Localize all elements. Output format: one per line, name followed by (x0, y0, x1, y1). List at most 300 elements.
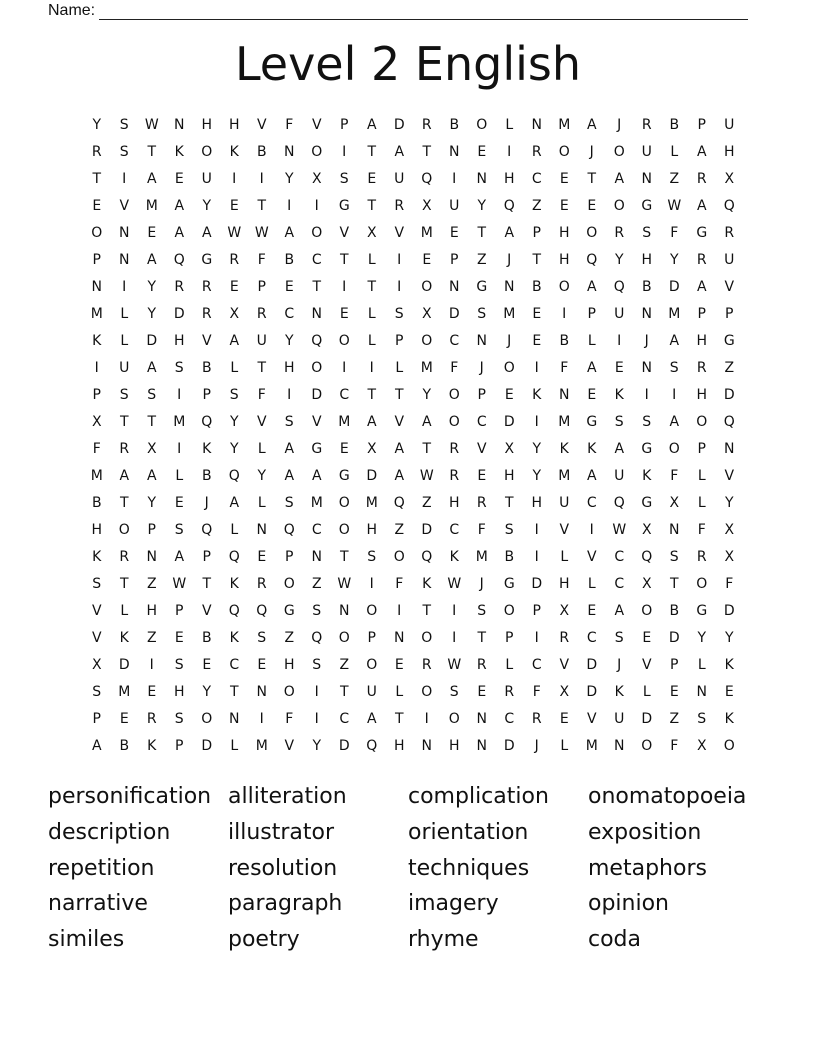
grid-letter: M (503, 305, 516, 322)
grid-letter: Y (147, 494, 157, 511)
grid-letter: F (257, 251, 266, 268)
grid-letter: A (421, 413, 432, 430)
letter-grid (83, 111, 743, 759)
grid-letter: A (229, 332, 240, 349)
grid-letter: Q (503, 197, 515, 214)
grid-letter: S (669, 548, 679, 565)
grid-letter: D (146, 332, 158, 349)
grid-letter: A (586, 116, 597, 133)
grid-letter: L (120, 602, 129, 619)
grid-letter: T (669, 575, 679, 592)
grid-letter: R (201, 305, 212, 322)
grid-letter: A (614, 602, 625, 619)
grid-letter: I (672, 386, 677, 403)
grid-letter: I (342, 143, 347, 160)
grid-letter: B (91, 494, 102, 511)
grid-letter: M (420, 224, 433, 241)
grid-letter: P (202, 548, 211, 565)
grid-letter: Q (283, 521, 295, 538)
word-list-item: poetry (228, 927, 300, 953)
grid-letter: O (421, 629, 433, 646)
grid-letter: N (421, 737, 432, 754)
grid-letter: D (338, 737, 350, 754)
grid-letter: R (119, 440, 130, 457)
grid-letter: U (201, 170, 212, 187)
grid-row (83, 462, 743, 489)
grid-letter: Y (422, 386, 432, 403)
grid-letter: L (697, 656, 706, 673)
grid-letter: E (559, 170, 569, 187)
grid-letter: Q (173, 251, 185, 268)
word-list-item: similes (48, 927, 125, 953)
grid-letter: Z (311, 575, 322, 592)
grid-letter: F (285, 116, 294, 133)
grid-letter: E (229, 197, 239, 214)
grid-letter: J (479, 359, 484, 376)
grid-letter: N (256, 521, 267, 538)
grid-letter: N (641, 170, 652, 187)
grid-letter: B (504, 548, 515, 565)
grid-letter: O (338, 332, 350, 349)
grid-letter: B (284, 251, 295, 268)
grid-letter: T (339, 683, 349, 700)
grid-letter: D (586, 683, 598, 700)
grid-letter: U (614, 305, 625, 322)
grid-letter: K (422, 575, 432, 592)
grid-letter: P (202, 386, 211, 403)
grid-letter: R (119, 548, 130, 565)
grid-letter: H (558, 224, 570, 241)
grid-letter: S (449, 683, 459, 700)
grid-letter: S (614, 629, 624, 646)
grid-letter: Q (201, 521, 213, 538)
grid-letter: V (476, 440, 487, 457)
grid-letter: H (723, 143, 735, 160)
grid-letter: I (287, 197, 292, 214)
word-list-item: paragraph (228, 891, 343, 917)
grid-letter: G (283, 602, 295, 619)
grid-letter: E (174, 494, 184, 511)
grid-letter: A (91, 737, 102, 754)
grid-letter: P (92, 710, 101, 727)
grid-letter: O (613, 197, 625, 214)
grid-letter: C (339, 710, 350, 727)
grid-letter: A (366, 710, 377, 727)
word-list-item: onomatopoeia (588, 784, 747, 809)
grid-letter: S (119, 386, 129, 403)
word-list-item: complication (408, 784, 549, 809)
grid-letter: D (173, 305, 185, 322)
grid-letter: G (476, 278, 488, 295)
grid-letter: Q (641, 548, 653, 565)
grid-letter: X (724, 170, 735, 187)
grid-letter: D (503, 413, 515, 430)
word-list-item: imagery (408, 891, 499, 917)
grid-letter: B (449, 116, 460, 133)
grid-letter: P (697, 305, 706, 322)
grid-letter: A (586, 467, 597, 484)
grid-letter: L (120, 305, 129, 322)
grid-letter: C (531, 656, 542, 673)
grid-letter: G (696, 602, 708, 619)
grid-letter: O (201, 710, 213, 727)
grid-letter: P (175, 737, 184, 754)
grid-letter: S (284, 413, 294, 430)
grid-letter: Q (723, 197, 735, 214)
grid-letter: C (339, 386, 350, 403)
word-list-item: alliteration (228, 784, 347, 809)
grid-letter: K (202, 440, 212, 457)
grid-letter: E (614, 359, 624, 376)
grid-letter: A (696, 197, 707, 214)
grid-letter: R (421, 656, 432, 673)
grid-letter: U (724, 251, 735, 268)
grid-letter: F (670, 737, 679, 754)
grid-letter: R (421, 116, 432, 133)
grid-letter: O (366, 656, 378, 673)
grid-letter: S (92, 575, 102, 592)
grid-letter: X (146, 440, 157, 457)
grid-letter: A (201, 224, 212, 241)
grid-letter: Q (228, 548, 240, 565)
grid-letter: O (421, 332, 433, 349)
grid-letter: C (311, 251, 322, 268)
grid-letter: L (120, 332, 129, 349)
grid-letter: X (559, 602, 570, 619)
grid-letter: K (147, 737, 157, 754)
grid-letter: T (367, 278, 377, 295)
grid-letter: E (339, 305, 349, 322)
grid-letter: A (696, 278, 707, 295)
grid-letter: X (91, 413, 102, 430)
grid-letter: F (560, 359, 569, 376)
grid-letter: Y (532, 467, 542, 484)
grid-letter: C (504, 710, 515, 727)
grid-letter: I (342, 359, 347, 376)
grid-letter: H (393, 737, 405, 754)
grid-letter: O (448, 710, 460, 727)
grid-letter: U (394, 170, 405, 187)
grid-letter: K (229, 143, 239, 160)
grid-letter: U (614, 467, 625, 484)
grid-row (83, 705, 743, 732)
grid-letter: H (558, 575, 570, 592)
grid-letter: F (670, 224, 679, 241)
grid-letter: Z (476, 251, 487, 268)
grid-letter: G (696, 224, 708, 241)
grid-letter: X (696, 737, 707, 754)
grid-letter: V (284, 737, 295, 754)
grid-letter: V (256, 116, 267, 133)
grid-letter: Y (229, 440, 239, 457)
grid-row (83, 192, 743, 219)
grid-letter: I (342, 278, 347, 295)
grid-row (83, 219, 743, 246)
grid-letter: S (312, 656, 322, 673)
grid-letter: Z (669, 170, 680, 187)
grid-letter: Y (92, 116, 102, 133)
grid-letter: Q (613, 278, 625, 295)
grid-letter: L (257, 440, 266, 457)
grid-letter: P (257, 278, 266, 295)
grid-letter: V (256, 413, 267, 430)
grid-letter: H (696, 332, 708, 349)
grid-letter: Q (723, 413, 735, 430)
grid-letter: D (448, 305, 460, 322)
grid-letter: R (641, 116, 652, 133)
grid-letter: N (256, 683, 267, 700)
grid-letter: O (503, 359, 515, 376)
grid-letter: W (447, 575, 462, 592)
grid-letter: T (422, 143, 432, 160)
grid-letter: N (476, 332, 487, 349)
grid-letter: M (558, 467, 571, 484)
grid-letter: D (531, 575, 543, 592)
grid-letter: E (174, 170, 184, 187)
grid-letter: S (174, 521, 184, 538)
grid-letter: L (697, 494, 706, 511)
grid-letter: D (201, 737, 213, 754)
grid-letter: Y (202, 197, 212, 214)
grid-letter: K (642, 467, 652, 484)
grid-letter: E (147, 683, 157, 700)
grid-letter: P (147, 521, 156, 538)
grid-letter: M (668, 305, 681, 322)
grid-letter: F (670, 467, 679, 484)
grid-letter: N (91, 278, 102, 295)
grid-letter: L (642, 683, 651, 700)
grid-letter: Y (257, 467, 267, 484)
grid-letter: V (724, 278, 735, 295)
grid-letter: I (424, 710, 429, 727)
grid-letter: N (146, 548, 157, 565)
grid-letter: P (367, 629, 376, 646)
grid-letter: H (283, 656, 295, 673)
grid-row (83, 381, 743, 408)
grid-letter: M (475, 548, 488, 565)
grid-letter: I (644, 386, 649, 403)
grid-letter: X (724, 548, 735, 565)
name-field (48, 0, 748, 20)
grid-letter: L (697, 467, 706, 484)
grid-letter: V (91, 602, 102, 619)
grid-letter: A (614, 440, 625, 457)
grid-letter: B (669, 602, 680, 619)
grid-letter: C (449, 521, 460, 538)
grid-letter: K (92, 548, 102, 565)
grid-letter: A (394, 143, 405, 160)
word-list-item: metaphors (588, 855, 707, 881)
grid-letter: Z (146, 575, 157, 592)
grid-letter: E (642, 629, 652, 646)
grid-letter: G (503, 575, 515, 592)
grid-letter: I (589, 521, 594, 538)
grid-letter: P (725, 305, 734, 322)
grid-letter: V (641, 656, 652, 673)
grid-letter: V (394, 224, 405, 241)
grid-letter: S (147, 386, 157, 403)
grid-letter: Y (147, 278, 157, 295)
grid-letter: Z (421, 494, 432, 511)
grid-letter: T (367, 143, 377, 160)
grid-letter: I (397, 278, 402, 295)
grid-letter: V (559, 656, 570, 673)
grid-row (83, 435, 743, 462)
grid-letter: U (449, 197, 460, 214)
grid-letter: V (201, 602, 212, 619)
grid-letter: X (669, 494, 680, 511)
grid-letter: H (531, 494, 543, 511)
grid-letter: M (420, 359, 433, 376)
grid-letter: K (559, 440, 569, 457)
grid-letter: M (90, 305, 103, 322)
grid-letter: P (587, 305, 596, 322)
grid-letter: I (369, 359, 374, 376)
grid-letter: A (174, 548, 185, 565)
grid-letter: N (476, 710, 487, 727)
grid-letter: M (365, 494, 378, 511)
grid-letter: N (311, 305, 322, 322)
grid-letter: T (394, 386, 404, 403)
grid-letter: F (532, 683, 541, 700)
grid-letter: A (669, 413, 680, 430)
grid-letter: R (229, 251, 240, 268)
grid-letter: Z (531, 197, 542, 214)
grid-letter: N (696, 683, 707, 700)
grid-row (83, 246, 743, 273)
grid-letter: Y (697, 629, 707, 646)
grid-letter: U (119, 359, 130, 376)
grid-letter: R (449, 440, 460, 457)
grid-letter: Q (228, 467, 240, 484)
grid-letter: V (311, 116, 322, 133)
grid-letter: B (256, 143, 267, 160)
grid-letter: M (118, 683, 131, 700)
grid-letter: L (230, 521, 239, 538)
grid-letter: I (452, 602, 457, 619)
grid-letter: O (503, 602, 515, 619)
word-list-item: orientation (408, 819, 529, 845)
grid-letter: M (255, 737, 268, 754)
grid-letter: I (507, 143, 512, 160)
grid-letter: E (532, 332, 542, 349)
grid-letter: V (91, 629, 102, 646)
grid-letter: J (617, 116, 622, 133)
grid-letter: O (283, 683, 295, 700)
grid-letter: S (477, 602, 487, 619)
grid-letter: R (394, 197, 405, 214)
grid-letter: N (531, 116, 542, 133)
grid-letter: N (641, 359, 652, 376)
grid-letter: S (119, 143, 129, 160)
grid-letter: N (229, 710, 240, 727)
grid-letter: Y (477, 197, 487, 214)
grid-letter: Y (724, 494, 734, 511)
grid-letter: E (477, 143, 487, 160)
grid-letter: D (723, 602, 735, 619)
grid-letter: Q (366, 737, 378, 754)
grid-letter: X (229, 305, 240, 322)
grid-letter: G (201, 251, 213, 268)
grid-letter: R (696, 251, 707, 268)
grid-letter: A (146, 170, 157, 187)
grid-letter: U (559, 494, 570, 511)
grid-letter: U (366, 683, 377, 700)
grid-letter: W (667, 197, 682, 214)
grid-letter: E (119, 710, 129, 727)
grid-letter: K (614, 683, 624, 700)
grid-row (83, 678, 743, 705)
grid-letter: O (448, 413, 460, 430)
grid-letter: F (477, 521, 486, 538)
grid-letter: S (119, 116, 129, 133)
grid-letter: P (670, 656, 679, 673)
grid-letter: H (503, 170, 515, 187)
grid-letter: X (366, 440, 377, 457)
grid-letter: X (641, 575, 652, 592)
grid-letter: O (421, 278, 433, 295)
grid-letter: N (174, 116, 185, 133)
grid-letter: A (146, 251, 157, 268)
grid-letter: D (118, 656, 130, 673)
grid-letter: A (284, 440, 295, 457)
grid-letter: E (367, 170, 377, 187)
grid-letter: B (531, 278, 542, 295)
grid-letter: P (175, 602, 184, 619)
grid-letter: M (558, 413, 571, 430)
grid-letter: T (339, 251, 349, 268)
grid-letter: N (504, 278, 515, 295)
grid-letter: E (587, 602, 597, 619)
grid-letter: O (201, 143, 213, 160)
grid-letter: V (394, 413, 405, 430)
grid-letter: H (201, 116, 213, 133)
grid-letter: I (452, 629, 457, 646)
grid-letter: X (724, 521, 735, 538)
grid-letter: O (366, 602, 378, 619)
grid-letter: N (476, 170, 487, 187)
grid-letter: H (696, 386, 708, 403)
grid-letter: Y (202, 683, 212, 700)
grid-letter: P (92, 251, 101, 268)
grid-letter: S (477, 305, 487, 322)
grid-letter: N (311, 548, 322, 565)
grid-letter: A (174, 197, 185, 214)
grid-letter: O (91, 224, 103, 241)
grid-letter: T (92, 170, 102, 187)
grid-letter: I (617, 332, 622, 349)
grid-letter: S (174, 359, 184, 376)
grid-letter: Q (311, 629, 323, 646)
grid-letter: P (532, 224, 541, 241)
grid-row (83, 408, 743, 435)
grid-letter: Z (339, 656, 350, 673)
word-list-item: techniques (408, 855, 530, 881)
grid-letter: O (311, 224, 323, 241)
grid-letter: P (395, 332, 404, 349)
grid-letter: M (558, 116, 571, 133)
grid-letter: O (311, 359, 323, 376)
grid-letter: Z (669, 710, 680, 727)
grid-letter: N (641, 305, 652, 322)
grid-letter: O (613, 143, 625, 160)
grid-row (83, 732, 743, 759)
grid-letter: T (147, 413, 157, 430)
grid-letter: R (504, 683, 515, 700)
grid-letter: N (394, 629, 405, 646)
grid-letter: A (311, 467, 322, 484)
grid-letter: L (505, 656, 514, 673)
